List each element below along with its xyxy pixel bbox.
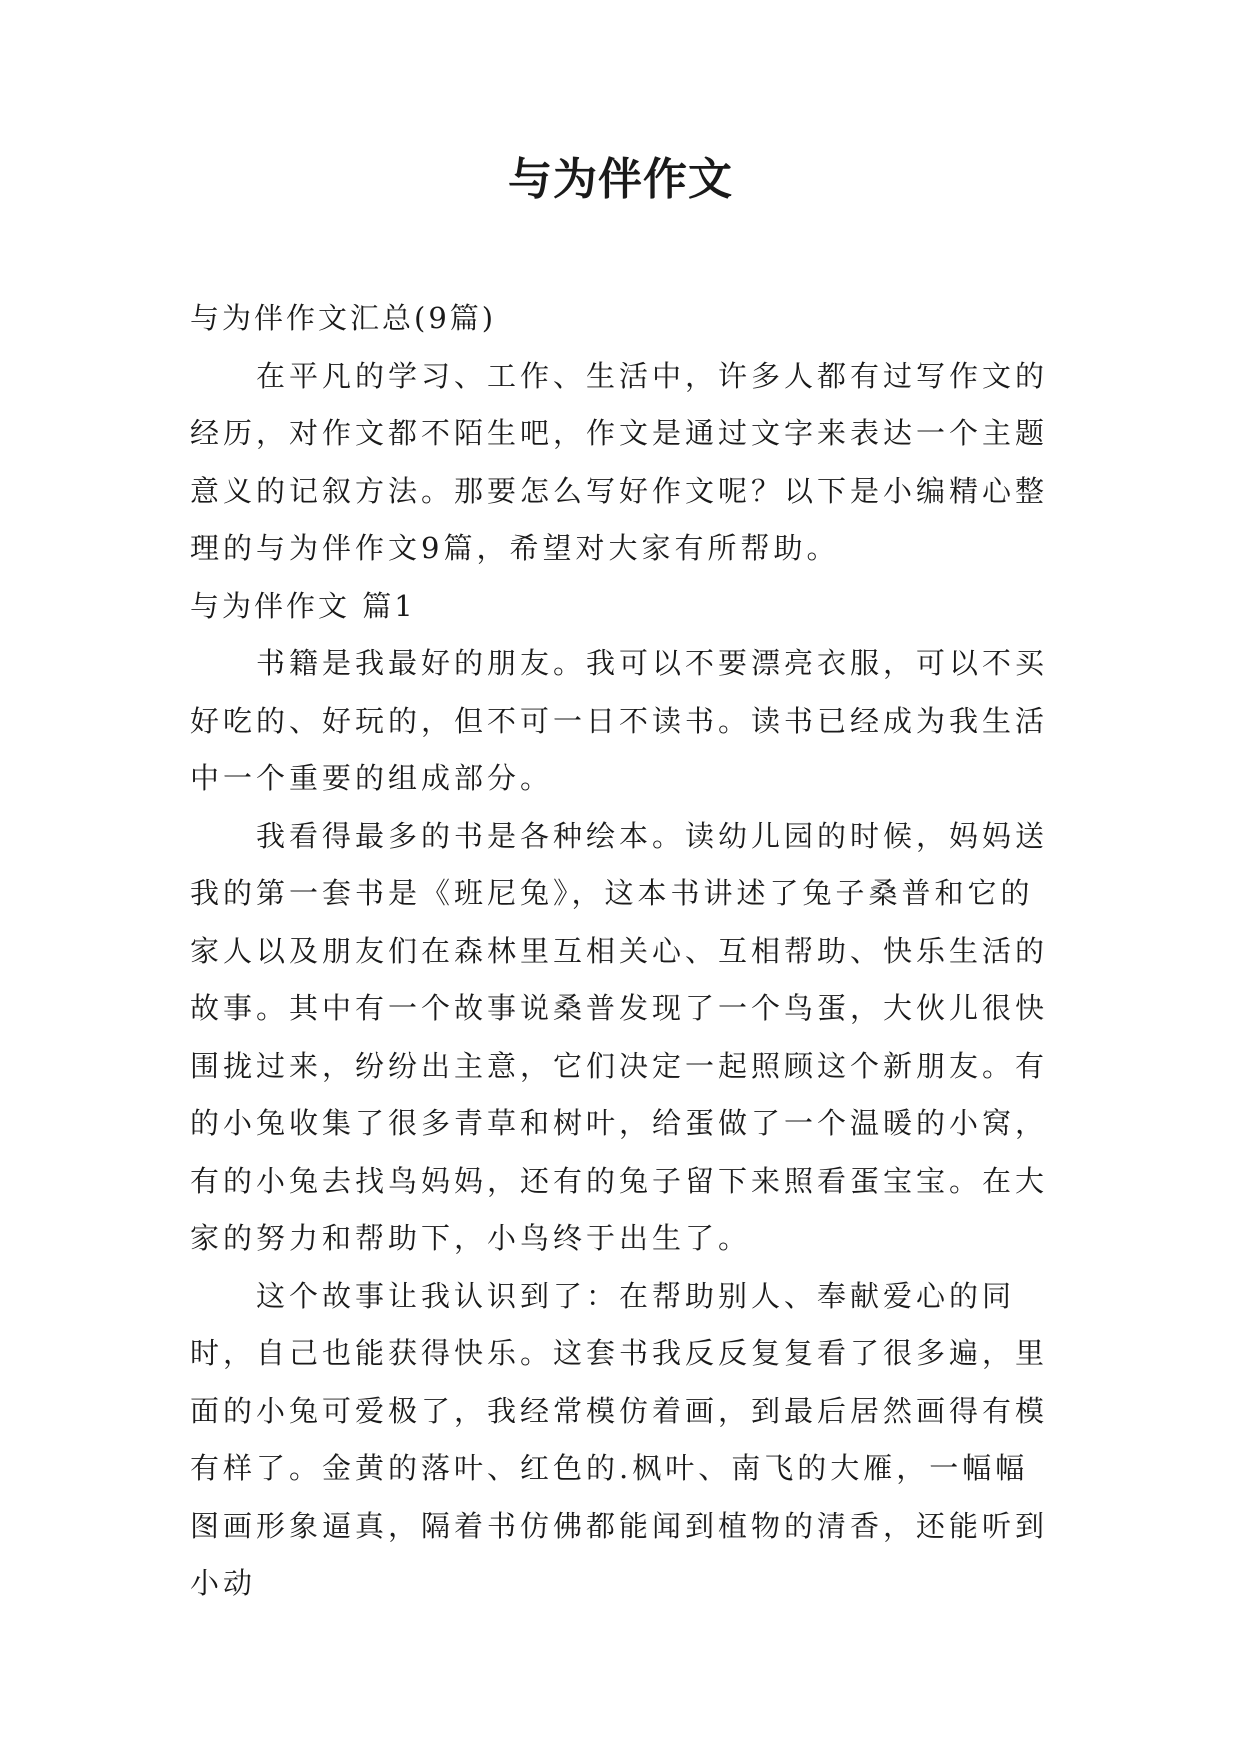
body-paragraph: 我看得最多的书是各种绘本。读幼儿园的时候，妈妈送我的第一套书是《班尼兔》，这本书讲述了兔子桑普和它的家人以及朋友们在森林里互相关心、互相帮助、快乐生活的故事。其中有一个故事说桑普发现了一个鸟蛋，大伙儿很快围拢过来，纷纷出主意，它们决定一起照顾这个新朋友。有的小兔收集了很多青草和树叶，给蛋做了一个温暖的小窝，有的小兔去找鸟妈妈，还有的兔子留下来照看蛋宝宝。在大家的努力和帮助下，小鸟终于出生了。	[190, 818, 1049, 1255]
body-paragraph: 书籍是我最好的朋友。我可以不要漂亮衣服，可以不买好吃的、好玩的，但不可一日不读书。读书已经成为我生活中一个重要的组成部分。	[190, 646, 1049, 795]
section-heading: 与为伴作文 篇1	[190, 588, 416, 623]
document-body	[190, 290, 1060, 1613]
intro-paragraph: 在平凡的学习、工作、生活中，许多人都有过写作文的经历，对作文都不陌生吧，作文是通过文字来表达一个主题意义的记叙方法。那要怎么写好作文呢？以下是小编精心整理的与为伴作文9篇，希望对大家有所帮助。	[190, 358, 1049, 565]
summary-heading: 与为伴作文汇总(9篇)	[190, 301, 497, 335]
document-title: 与为伴作文	[508, 154, 733, 205]
body-paragraph: 这个故事让我认识到了：在帮助别人、奉献爱心的同时，自己也能获得快乐。这套书我反反复复看了很多遍，里面的小兔可爱极了，我经常模仿着画，到最后居然画得有模有样了。金黄的落叶、红色的.枫叶、南飞的大雁，一幅幅图画形象逼真，隔着书仿佛都能闻到植物的清香，还能听到小动	[190, 1278, 1049, 1600]
